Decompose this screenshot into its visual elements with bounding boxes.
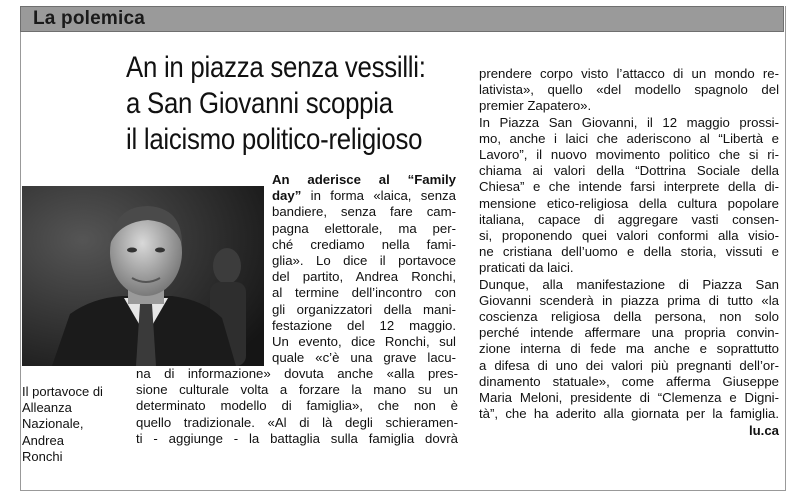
article-line: zione interna di fede ma anche e soprattutto xyxy=(479,341,779,357)
article-line: del partito, Andrea Ronchi, xyxy=(272,269,456,285)
article-line: coscienza religiosa della persona, non solo xyxy=(479,309,779,325)
lead-bold: day” xyxy=(272,188,302,204)
article-line: gli organizzatori della mani- xyxy=(272,301,456,317)
article-line: sione culturale volta a forzare la mano su un xyxy=(136,382,458,398)
article-line: praticati da laici. xyxy=(479,260,574,276)
article-line: mensione etico-religiosa della cultura popolare xyxy=(479,195,779,211)
caption-line: Nazionale, xyxy=(22,416,84,432)
article-line: determinato modello di famiglia», che non è xyxy=(136,398,458,414)
author-signature: lu.ca xyxy=(748,423,779,439)
caption-line: Alleanza xyxy=(22,400,72,416)
headline-line: a San Giovanni scoppia xyxy=(126,87,393,120)
article-line: Un evento, dice Ronchi, sul xyxy=(272,334,456,350)
portrait-illustration xyxy=(22,186,264,366)
caption-line: Ronchi xyxy=(22,448,63,464)
article-line: quale «c’è una grave lacu- xyxy=(272,350,456,366)
article-line: glia». Lo dice il portavoce xyxy=(272,253,456,269)
headline-line: An in piazza senza vessilli: xyxy=(126,51,426,84)
article-line: bandiere, senza fare cam- xyxy=(272,204,456,220)
caption-line: Il portavoce di xyxy=(22,384,103,399)
lead-bold: An aderisce al “Family xyxy=(272,172,456,187)
article-line: premier Zapatero». xyxy=(479,98,592,114)
article-line: mo, anche i laici che aderiscono al “Libertà e xyxy=(479,130,779,146)
headline xyxy=(126,50,426,158)
article-line: dinamento statuale», come afferma Giuseppe xyxy=(479,373,779,389)
article-line: a difesa di uno dei valori più pregnanti dell’or- xyxy=(479,357,779,373)
article-line: festazione del 12 maggio. xyxy=(272,317,456,333)
article-line: Giovanni scenderà in piazza prima di tutto «la xyxy=(479,292,779,308)
article-line xyxy=(272,172,456,188)
article-line: Maria Meloni, presidente di “Clemenza e Digni- xyxy=(479,390,779,406)
article-line: lativista», quello «del modello spagnolo del xyxy=(479,82,779,98)
article-line: al termine dell’incontro con xyxy=(272,285,456,301)
article-line: ché crediamo nella fami- xyxy=(272,236,456,252)
article-line: italiana, capace di aggregare vasti consen- xyxy=(479,211,779,227)
article-line: ti - aggiunge - la battaglia sulla famiglia dovrà xyxy=(136,430,458,446)
article-column-middle-bottom xyxy=(136,366,458,447)
section-header xyxy=(20,6,784,32)
article-line: Chiesa” e che intende farsi interprete della di- xyxy=(479,179,779,195)
portrait-photo xyxy=(22,186,264,366)
article-text: in forma «laica, senza xyxy=(301,188,456,204)
article-column-middle xyxy=(272,172,456,366)
article-line: perché intende affermare una propria convin- xyxy=(479,325,779,341)
headline-line: il laicismo politico-religioso xyxy=(126,123,423,156)
section-label: La polemica xyxy=(33,8,146,29)
article-line: Lavoro”, il nuovo movimento politico che si ri- xyxy=(479,147,779,163)
photo-caption xyxy=(22,384,122,465)
article-line: In Piazza San Giovanni, il 12 maggio prossi- xyxy=(479,114,779,130)
article-line: quello tradizionale. «Al di là degli schieramen- xyxy=(136,414,458,430)
article-line: pagna elettorale, ma per- xyxy=(272,220,456,236)
article-line xyxy=(272,188,456,204)
article-line: prendere corpo visto l’attacco di un mondo re- xyxy=(479,66,779,81)
article-line: ne cristiana dell’uomo e della storia, vissuti e xyxy=(479,244,779,260)
article-line: tà”, che ha aderito alla giornata per la famiglia. xyxy=(479,406,779,422)
article-line: si, proponendo quei valori conformi alla visio- xyxy=(479,228,779,244)
article-line: na di informazione» dovuta anche «alla pres- xyxy=(136,366,458,381)
article-line: chiama ai valori della “Dottrina Sociale della xyxy=(479,163,779,179)
article-column-right xyxy=(479,66,779,440)
article-line: Dunque, alla manifestazione di Piazza San xyxy=(479,276,779,292)
caption-line: Andrea xyxy=(22,432,64,448)
